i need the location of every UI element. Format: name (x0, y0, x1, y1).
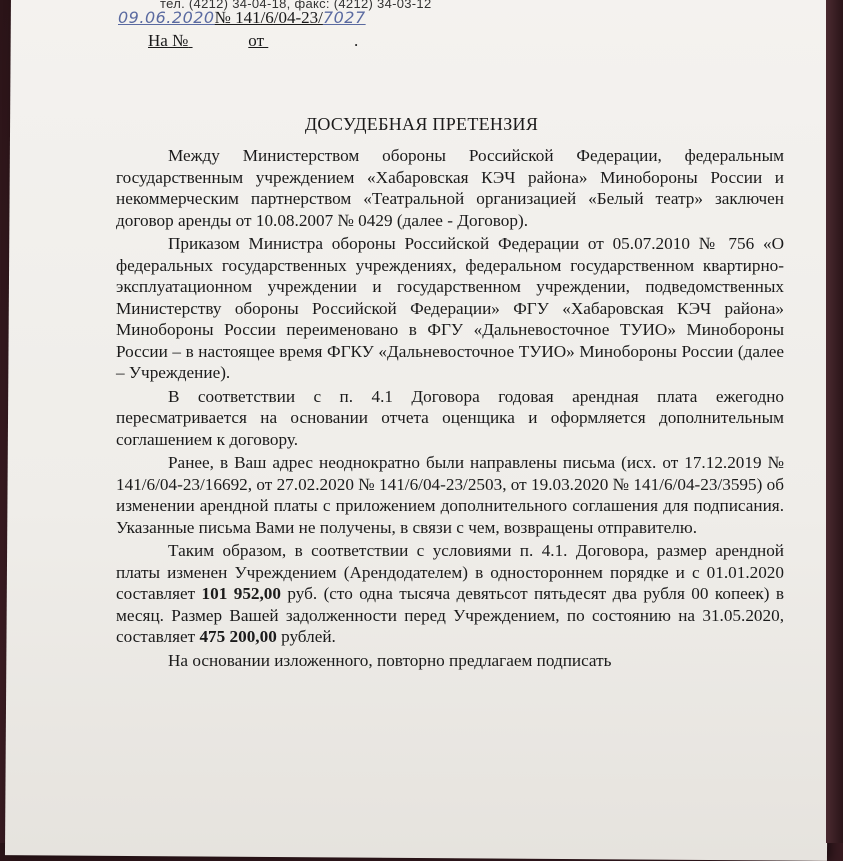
rent-text-a: Таким образом, в соответствии с условиями п. 4.1. Договора, размер арендной платы изменен Учреждением (Арендодателем) в одностороннем порядке и с 01.01.2020 составляет (116, 541, 784, 603)
paragraph-rent-review: В соответствии с п. 4.1 Договора годовая арендная плата ежегодно пересматривается на основании отчета оценщика и оформляется дополнительным соглашением к договору. (116, 386, 784, 449)
reply-end: . (354, 31, 359, 50)
reference-number-prefix: № 141/6/04-23/ (214, 8, 323, 27)
reply-from-label: от (248, 31, 265, 50)
paragraph-rent-change (116, 540, 784, 648)
header-contacts: тел. (4212) 34-04-18, факс: (4212) 34-03-12 (160, 0, 432, 11)
paragraph-proposal: На основании изложенного, повторно предлагаем подписать (168, 650, 612, 670)
reply-reference (148, 31, 358, 51)
reply-date-blank (264, 31, 354, 51)
paragraph-contract: Между Министерством обороны Российской Федерации, федеральным государственным учреждением «Хабаровская КЭЧ района» Минобороны России и некоммерческим партнерством «Театральной организацией «Белый театр» заключен договор аренды от 10.08.2007 № 0429 (далее - Договор). (116, 146, 784, 230)
paragraph-letters: Ранее, в Ваш адрес неоднократно были направлены письма (исх. от 17.12.2019 № 141/6/04-23/16692, от 27.02.2020 № 141/6/04-23/2503, от 19.03.2020 № 141/6/04-23/3595) об изменении арендной платы с приложением дополнительного соглашения для подписания. Указанные письма Вами не получены, в связи с чем, возвращены отправителю. (116, 453, 784, 537)
outgoing-reference (118, 8, 366, 28)
reply-number-blank (188, 31, 248, 51)
document-body (116, 145, 784, 671)
paragraph-order: Приказом Министра обороны Российской Федерации от 05.07.2010 № 756 «О федеральных государственных учреждениях, федеральном государственном квартирно-эксплуатационном учреждении и государственном учреждении, подведомственных Министерству обороны Российской Федерации» ФГУ «Хабаровская КЭЧ района» Минобороны России переименовано в ФГУ «Дальневосточное ТУИО» Минобороны России – в настоящее время ФГКУ «Дальневосточное ТУИО» Минобороны России (далее – Учреждение). (116, 234, 784, 382)
rent-text-c: рублей. (276, 627, 336, 646)
rent-text-b: руб. (сто одна тысяча девятьсот пятьдесят два рубля 00 копеек) в месяц. Размер Вашей задолженности перед Учреждением, по состоянию на 31.05.2020, составляет (116, 584, 784, 646)
handwritten-date: 09.06.2020 (118, 8, 215, 27)
reply-number-label: На № (148, 31, 189, 50)
document-title: ДОСУДЕБНАЯ ПРЕТЕНЗИЯ (304, 114, 539, 134)
rent-amount: 101 952,00 (201, 584, 281, 603)
handwritten-reference-number: 7027 (322, 8, 366, 27)
debt-amount: 475 200,00 (199, 627, 277, 646)
